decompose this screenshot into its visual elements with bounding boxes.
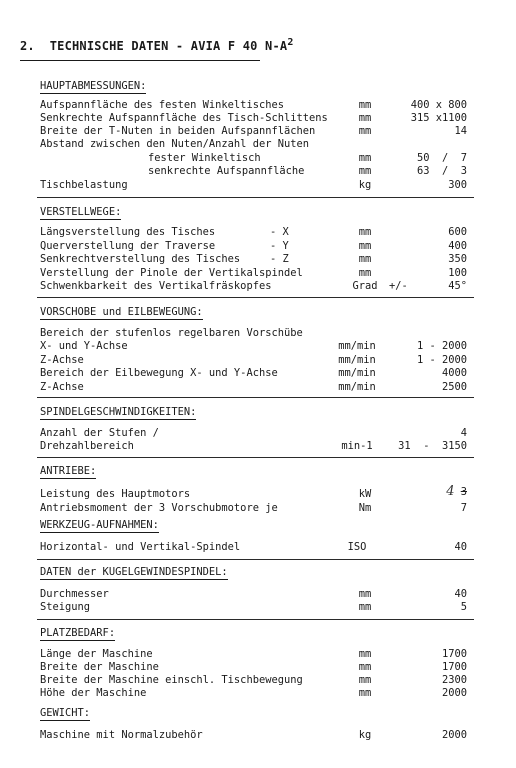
spec-label: fester Winkeltisch (148, 152, 261, 164)
spec-label: Längsverstellung des Tisches (40, 226, 216, 238)
spec-label: Senkrechte Aufspannfläche des Tisch-Schlittens (40, 112, 328, 124)
spec-label: Breite der Maschine einschl. Tischbewegung (40, 674, 303, 686)
spec-label: Bereich der Eilbewegung X- und Y-Achse (40, 367, 278, 379)
spec-value: 45° (448, 280, 467, 292)
spec-unit: mm (358, 152, 372, 164)
spec-unit: mm (358, 165, 372, 177)
spec-unit: mm/min (338, 354, 376, 366)
spec-label: Abstand zwischen den Nuten/Anzahl der Nuten (40, 138, 309, 150)
spec-axis: - Y (270, 240, 289, 252)
spec-label: Verstellung der Pinole der Vertikalspindel (40, 267, 303, 279)
spec-unit: kg (358, 179, 372, 191)
spec-value: 40 (454, 541, 467, 553)
spec-value: 100 (448, 267, 467, 279)
spec-unit: min-1 (341, 440, 373, 452)
section-divider (37, 619, 474, 620)
section-divider (37, 197, 474, 198)
spec-label: Z-Achse (40, 354, 84, 366)
spec-label: Drehzahlbereich (40, 440, 134, 452)
spec-label: Querverstellung der Traverse (40, 240, 216, 252)
spec-value: 31 - 3150 (398, 440, 467, 452)
title-text: TECHNISCHE DATEN - AVIA F 40 N-A (49, 39, 288, 53)
spec-label: Durchmesser (40, 588, 109, 600)
section-divider (37, 457, 474, 458)
spec-value: 1 - 2000 (416, 340, 467, 352)
spec-unit: mm/min (338, 381, 376, 393)
spec-unit: mm (358, 588, 372, 600)
spec-unit: mm (358, 267, 372, 279)
spec-label: Schwenkbarkeit des Vertikalfräskopfes (40, 280, 272, 292)
spec-value: 400 (448, 240, 467, 252)
spec-unit: mm (358, 601, 372, 613)
spec-unit: mm (358, 125, 372, 137)
section-header-kugelgewindespindel: DATEN der KUGELGEWINDESPINDEL: (40, 566, 228, 578)
spec-label: Aufspannfläche des festen Winkeltisches (40, 99, 284, 111)
spec-value: 5 (460, 601, 467, 613)
section-divider (37, 297, 474, 298)
spec-unit: mm (358, 674, 372, 686)
section-header-platzbedarf: PLATZBEDARF: (40, 627, 116, 639)
spec-unit: mm (358, 112, 372, 124)
spec-label: X- und Y-Achse (40, 340, 128, 352)
spec-value: 600 (448, 226, 467, 238)
spec-unit: mm (358, 99, 372, 111)
spec-label: Höhe der Maschine (40, 687, 147, 699)
spec-value: 50 / 7 (416, 152, 467, 164)
spec-label: Leistung des Hauptmotors (40, 488, 191, 500)
spec-label: Horizontal- und Vertikal-Spindel (40, 541, 241, 553)
spec-unit: Nm (358, 502, 372, 514)
spec-unit: kW (358, 488, 372, 500)
spec-value: 2000 (441, 729, 467, 741)
struck-value: 3 (460, 486, 467, 498)
spec-unit: Grad (352, 280, 378, 292)
section-divider (37, 559, 474, 560)
spec-label: Steigung (40, 601, 91, 613)
spec-value: 1700 (441, 648, 467, 660)
spec-label: Tischbelastung (40, 179, 128, 191)
spec-value: 4000 (441, 367, 467, 379)
spec-value: 14 (454, 125, 467, 137)
spec-label: Länge der Maschine (40, 648, 153, 660)
spec-value: 4 (460, 427, 467, 439)
handwritten-correction: 4 (446, 484, 455, 499)
spec-unit: ISO (347, 541, 367, 553)
section-header-werkzeug: WERKZEUG-AUFNAHMEN: (40, 519, 159, 531)
spec-value: 40 (454, 588, 467, 600)
spec-value: 63 / 3 (416, 165, 467, 177)
section-divider (37, 397, 474, 398)
spec-axis: - Z (270, 253, 289, 265)
spec-unit: mm/min (338, 340, 376, 352)
spec-value: 1700 (441, 661, 467, 673)
section-header-vorschuebe: VORSCHOBE und EILBEWEGUNG: (40, 306, 203, 318)
section-header-spindel: SPINDELGESCHWINDIGKEITEN: (40, 406, 197, 418)
spec-unit: mm (358, 253, 372, 265)
spec-label: Senkrechtverstellung des Tisches (40, 253, 241, 265)
spec-unit: mm (358, 648, 372, 660)
spec-value: 400 x 800 (410, 99, 467, 111)
spec-value: 350 (448, 253, 467, 265)
spec-unit: mm (358, 240, 372, 252)
spec-label: Breite der Maschine (40, 661, 159, 673)
spec-label: Z-Achse (40, 381, 84, 393)
spec-value-handwritten (446, 485, 467, 499)
spec-label: Breite der T-Nuten in beiden Aufspannflächen (40, 125, 316, 137)
spec-value: 2000 (441, 687, 467, 699)
section-header-verstellwege: VERSTELLWEGE: (40, 206, 122, 218)
spec-unit: mm (358, 226, 372, 238)
spec-unit: mm (358, 661, 372, 673)
spec-label: Bereich der stufenlos regelbaren Vorschübe (40, 327, 303, 339)
section-number: 2. (20, 39, 35, 53)
spec-value: 2500 (441, 381, 467, 393)
spec-label: Antriebsmoment der 3 Vorschubmotore je (40, 502, 278, 514)
spec-unit: mm (358, 687, 372, 699)
title-superscript: 2 (287, 37, 294, 48)
spec-unit: kg (358, 729, 372, 741)
spec-value: 2300 (441, 674, 467, 686)
spec-label: senkrechte Aufspannfläche (148, 165, 305, 177)
document-title (20, 36, 294, 53)
spec-value: 300 (448, 179, 467, 191)
spec-value: 315 x1100 (410, 112, 467, 124)
spec-value: 7 (460, 502, 467, 514)
title-underline (20, 60, 260, 61)
section-header-gewicht: GEWICHT: (40, 707, 91, 719)
spec-label: Maschine mit Normalzubehör (40, 729, 203, 741)
spec-unit: mm/min (338, 367, 376, 379)
spec-value: 1 - 2000 (416, 354, 467, 366)
section-header-antriebe: ANTRIEBE: (40, 465, 97, 477)
spec-tolerance: +/- (389, 280, 408, 292)
section-header-hauptabmessungen: HAUPTABMESSUNGEN: (40, 80, 147, 92)
spec-axis: - X (270, 226, 289, 238)
spec-label: Anzahl der Stufen / (40, 427, 159, 439)
